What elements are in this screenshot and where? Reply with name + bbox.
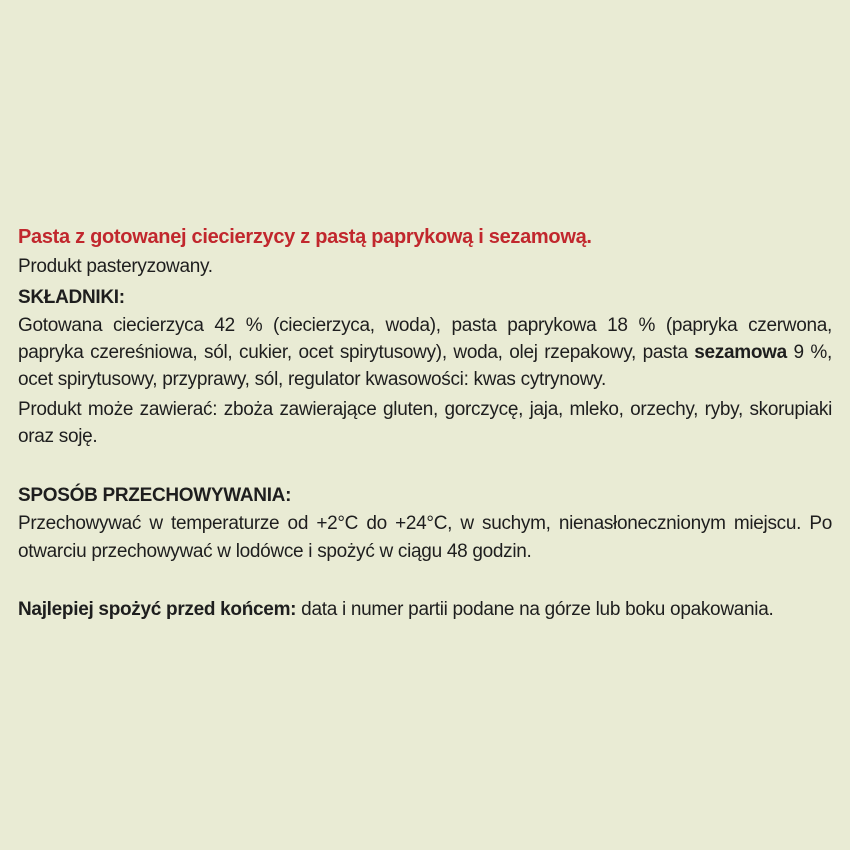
storage-text: Przechowywać w temperaturze od +2°C do +24°C, w suchym, nienasłonecznionym miejscu. Po otwarciu przechowywać w lodówce i spożyć w ciągu 48 godzin. bbox=[18, 513, 832, 562]
may-contain-text: Produkt może zawierać: zboża zawierające gluten, gorczycę, jaja, mleko, orzechy, ryby, skorupiaki oraz soję. bbox=[18, 399, 832, 447]
product-subtitle: Produkt pasteryzowany. bbox=[18, 256, 213, 277]
ingredients-text bbox=[18, 312, 832, 393]
product-title: Pasta z gotowanej ciecierzycy z pastą paprykową i sezamową. bbox=[18, 226, 592, 248]
best-before-label: Najlepiej spożyć przed końcem: bbox=[18, 599, 297, 620]
ingredients-text-before: Gotowana ciecierzyca 42 % (ciecierzyca, woda), pasta paprykowa 18 % (papryka czerwona, papryka czereśniowa, sól, cukier, ocet spirytusowy), woda, olej rzepakowy, pasta bbox=[18, 315, 832, 363]
storage-heading: SPOSÓB PRZECHOWYWANIA: bbox=[18, 485, 292, 506]
best-before bbox=[18, 596, 832, 624]
ingredients-text-after: 9 %, ocet spirytusowy, przyprawy, sól, regulator kwasowości: kwas cytrynowy. bbox=[18, 342, 832, 390]
allergen-sesame: sezamowa bbox=[694, 342, 787, 363]
ingredients-heading: SKŁADNIKI: bbox=[18, 287, 125, 308]
product-label bbox=[18, 222, 832, 624]
best-before-text: data i numer partii podane na górze lub boku opakowania. bbox=[296, 599, 774, 620]
